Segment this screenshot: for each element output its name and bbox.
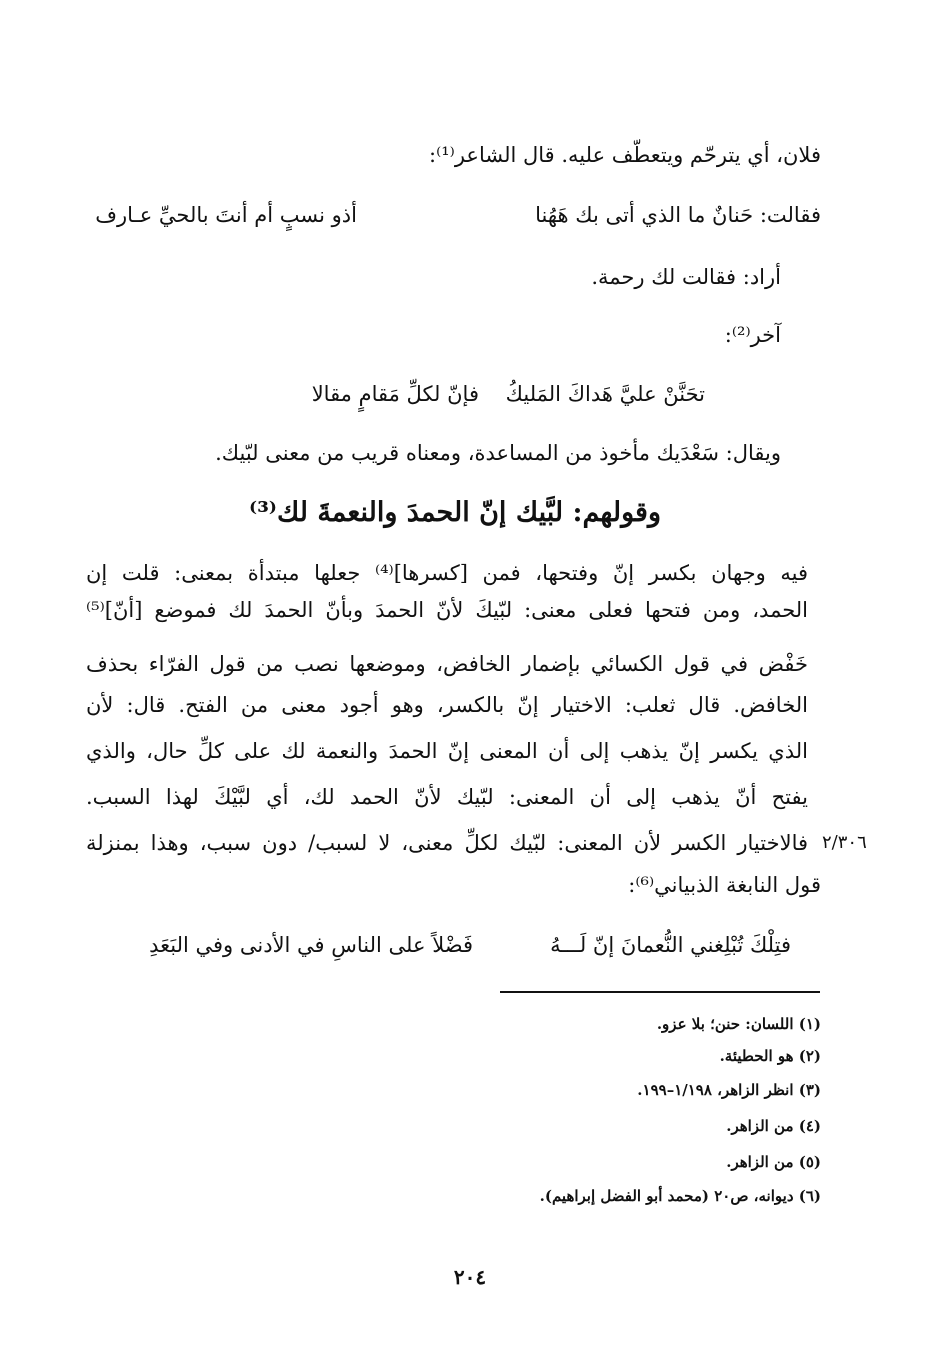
footnote-4: (٤) من الزاهر. xyxy=(726,1117,821,1135)
paragraph-line: فالاختيار الكسر لأن المعنى: لبّيك لكلِّ معنى، لا لسبب/ دون سبب، وهذا بمنزلة xyxy=(86,831,808,855)
paragraph-line: خَفْض في قول الكسائي بإضمار الخافض، وموضعها نصب من قول الفرّاء بحذف xyxy=(86,652,808,676)
page-number: ٢٠٤ xyxy=(453,1265,487,1289)
text-line-explanation: أراد: فقالت لك رحمة. xyxy=(591,265,781,289)
paragraph-line: يفتح أنّ يذهب إلى أن المعنى: لبّيك لأنّ الحمد لك، أي لبَّيْكَ لهذا السبب. xyxy=(86,785,808,809)
footnote-5: (٥) من الزاهر. xyxy=(726,1153,821,1171)
paragraph-line: فيه وجهان بكسر إنّ وفتحها، فمن [كسرها]⁽⁴⁾ جعلها مبتدأة بمعنى: قلت إن xyxy=(86,561,809,585)
verse-2-first-hemistich: تحَنَّنْ عليَّ هَداكَ المَليكُ xyxy=(505,382,705,406)
paragraph-line: قول النابغة الذبياني⁽⁶⁾: xyxy=(628,873,821,897)
verse-3-first-hemistich: فتِلْكَ تُبْلِغني النُّعمانَ إنّ لَـــهُ xyxy=(550,933,791,957)
footnote-1: (١) اللسان: حنن؛ بلا عزو. xyxy=(656,1015,821,1033)
verse-2-second-hemistich: فإنّ لكلِّ مَقامٍ مقالا xyxy=(311,382,479,406)
margin-volume-reference: ٢/٣٠٦ xyxy=(822,832,867,853)
text-line-other-poet: آخر⁽²⁾: xyxy=(724,323,781,347)
paragraph-line: الذي يكسر إنّ يذهب إلى أن المعنى إنّ الحمدَ والنعمة لك على كلِّ حال، والذي xyxy=(86,739,808,763)
paragraph-line: الخافض. قال ثعلب: الاختيار إنّ بالكسر، وهو أجود معنى من الفتح. قال: لأن xyxy=(86,693,808,717)
footnote-2: (٢) هو الحطيئة. xyxy=(719,1047,821,1065)
footnote-6: (٦) ديوانه، ص٢٠ (محمد أبو الفضل إبراهيم). xyxy=(539,1187,821,1205)
text-line-intro: فلان، أي يترحّم ويتعطّف عليه. قال الشاعر⁽¹⁾: xyxy=(429,143,821,167)
text-line-saadayk: ويقال: سَعْدَيك مأخوذ من المساعدة، ومعناه قريب من معنى لبّيك. xyxy=(215,441,781,465)
verse-1-first-hemistich: فقالت: حَنانٌ ما الذي أتى بك هَهُنا xyxy=(535,203,821,227)
footnote-3: (٣) انظر الزاهر، ١/١٩٨–١٩٩. xyxy=(637,1081,821,1099)
section-heading: وقولهم: لبَّيك إنّ الحمدَ والنعمةَ لك⁽³⁾ xyxy=(249,497,661,528)
footnote-separator xyxy=(500,991,820,993)
verse-1-second-hemistich: أذو نسبٍ أم أنتَ بالحيِّ عـارف xyxy=(95,203,357,227)
paragraph-line: الحمد، ومن فتحها فعلى معنى: لبّيكَ لأنّ الحمدَ وبأنّ الحمدَ لك فموضع [أنّ]⁽⁵⁾ xyxy=(86,598,808,622)
verse-3-second-hemistich: فَضْلاً على الناسِ في الأدنى وفي البَعَدِ xyxy=(149,933,473,957)
